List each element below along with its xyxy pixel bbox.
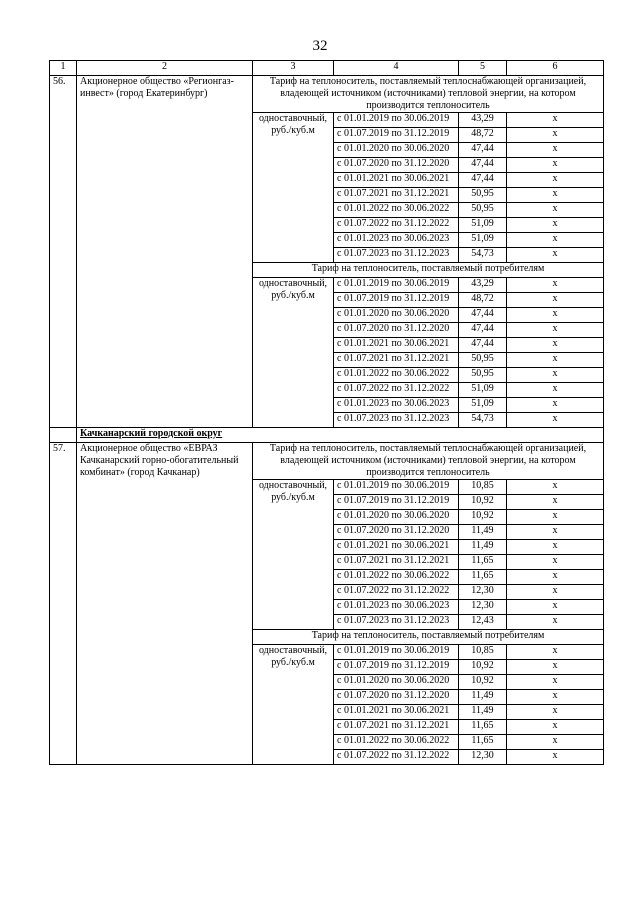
- period-cell: с 01.07.2022 по 31.12.2022: [334, 383, 459, 398]
- tariff-value: 10,92: [459, 660, 507, 675]
- x-mark: х: [507, 338, 604, 353]
- x-mark: х: [507, 113, 604, 128]
- tariff-value: 11,65: [459, 570, 507, 585]
- x-mark: х: [507, 570, 604, 585]
- period-cell: с 01.01.2019 по 30.06.2019: [334, 278, 459, 293]
- period-cell: с 01.07.2019 по 31.12.2019: [334, 293, 459, 308]
- district-name: Качканарский городской округ: [77, 428, 604, 443]
- tariff-value: 50,95: [459, 203, 507, 218]
- period-cell: с 01.07.2020 по 31.12.2020: [334, 158, 459, 173]
- district-spacer: [50, 428, 77, 443]
- tariff-title-supplier: Тариф на теплоноситель, поставляемый теплоснабжающей организацией, владеющей источником (источниками) тепловой энергии, на котором производится теплоноситель: [253, 443, 604, 480]
- period-cell: с 01.01.2019 по 30.06.2019: [334, 645, 459, 660]
- x-mark: х: [507, 203, 604, 218]
- tariff-value: 10,85: [459, 645, 507, 660]
- x-mark: х: [507, 750, 604, 765]
- period-cell: с 01.07.2019 по 31.12.2019: [334, 128, 459, 143]
- period-cell: с 01.07.2023 по 31.12.2023: [334, 248, 459, 263]
- period-cell: с 01.01.2022 по 30.06.2022: [334, 203, 459, 218]
- x-mark: х: [507, 675, 604, 690]
- column-header-row: [50, 61, 604, 76]
- period-cell: с 01.01.2022 по 30.06.2022: [334, 570, 459, 585]
- period-cell: с 01.01.2019 по 30.06.2019: [334, 113, 459, 128]
- organization-name: Акционерное общество «Регионгаз-инвест» (город Екатеринбург): [77, 76, 253, 428]
- unit-label: одноставочный, руб./куб.м: [253, 645, 334, 765]
- tariff-value: 50,95: [459, 353, 507, 368]
- period-cell: с 01.01.2021 по 30.06.2021: [334, 338, 459, 353]
- x-mark: х: [507, 143, 604, 158]
- period-cell: с 01.01.2021 по 30.06.2021: [334, 705, 459, 720]
- x-mark: х: [507, 173, 604, 188]
- x-mark: х: [507, 188, 604, 203]
- period-cell: с 01.07.2020 по 31.12.2020: [334, 690, 459, 705]
- tariff-value: 51,09: [459, 233, 507, 248]
- x-mark: х: [507, 525, 604, 540]
- column-header: 2: [77, 61, 253, 76]
- x-mark: х: [507, 540, 604, 555]
- tariff-value: 50,95: [459, 368, 507, 383]
- x-mark: х: [507, 690, 604, 705]
- tariff-title-consumer: Тариф на теплоноситель, поставляемый потребителям: [253, 263, 604, 278]
- tariff-value: 51,09: [459, 383, 507, 398]
- period-cell: с 01.07.2022 по 31.12.2022: [334, 585, 459, 600]
- x-mark: х: [507, 645, 604, 660]
- tariff-title-supplier: Тариф на теплоноситель, поставляемый теплоснабжающей организацией, владеющей источником (источниками) тепловой энергии, на котором производится теплоноситель: [253, 76, 604, 113]
- period-cell: с 01.01.2020 по 30.06.2020: [334, 510, 459, 525]
- tariff-value: 43,29: [459, 113, 507, 128]
- unit-label: одноставочный, руб./куб.м: [253, 113, 334, 263]
- x-mark: х: [507, 510, 604, 525]
- tariff-value: 48,72: [459, 293, 507, 308]
- tariff-value: 47,44: [459, 338, 507, 353]
- x-mark: х: [507, 158, 604, 173]
- tariff-value: 54,73: [459, 413, 507, 428]
- tariff-value: 43,29: [459, 278, 507, 293]
- period-cell: с 01.07.2022 по 31.12.2022: [334, 750, 459, 765]
- tariff-title-row: [50, 76, 604, 113]
- x-mark: х: [507, 495, 604, 510]
- column-header: 5: [459, 61, 507, 76]
- period-cell: с 01.07.2021 по 31.12.2021: [334, 353, 459, 368]
- x-mark: х: [507, 735, 604, 750]
- period-cell: с 01.01.2021 по 30.06.2021: [334, 540, 459, 555]
- tariff-value: 11,49: [459, 705, 507, 720]
- x-mark: х: [507, 308, 604, 323]
- period-cell: с 01.07.2022 по 31.12.2022: [334, 218, 459, 233]
- tariff-title-row: [50, 443, 604, 480]
- x-mark: х: [507, 480, 604, 495]
- tariff-value: 11,49: [459, 690, 507, 705]
- tariff-value: 47,44: [459, 308, 507, 323]
- period-cell: с 01.07.2019 по 31.12.2019: [334, 660, 459, 675]
- tariff-value: 50,95: [459, 188, 507, 203]
- period-cell: с 01.07.2023 по 31.12.2023: [334, 615, 459, 630]
- tariff-value: 11,49: [459, 540, 507, 555]
- tariff-value: 54,73: [459, 248, 507, 263]
- tariff-value: 10,92: [459, 510, 507, 525]
- period-cell: с 01.01.2022 по 30.06.2022: [334, 368, 459, 383]
- column-header: 4: [334, 61, 459, 76]
- period-cell: с 01.01.2020 по 30.06.2020: [334, 143, 459, 158]
- x-mark: х: [507, 128, 604, 143]
- tariff-value: 47,44: [459, 158, 507, 173]
- tariff-value: 47,44: [459, 173, 507, 188]
- tariff-value: 12,30: [459, 585, 507, 600]
- x-mark: х: [507, 278, 604, 293]
- tariff-table: [49, 60, 604, 765]
- tariff-value: 11,65: [459, 735, 507, 750]
- period-cell: с 01.01.2021 по 30.06.2021: [334, 173, 459, 188]
- period-cell: с 01.07.2020 по 31.12.2020: [334, 323, 459, 338]
- x-mark: х: [507, 368, 604, 383]
- period-cell: с 01.07.2020 по 31.12.2020: [334, 525, 459, 540]
- tariff-value: 10,92: [459, 495, 507, 510]
- tariff-value: 12,30: [459, 750, 507, 765]
- x-mark: х: [507, 383, 604, 398]
- tariff-value: 12,30: [459, 600, 507, 615]
- x-mark: х: [507, 600, 604, 615]
- column-header: 3: [253, 61, 334, 76]
- entry-number: 56.: [50, 76, 77, 428]
- tariff-value: 11,65: [459, 555, 507, 570]
- tariff-value: 10,92: [459, 675, 507, 690]
- period-cell: с 01.07.2021 по 31.12.2021: [334, 555, 459, 570]
- period-cell: с 01.01.2023 по 30.06.2023: [334, 600, 459, 615]
- period-cell: с 01.07.2021 по 31.12.2021: [334, 188, 459, 203]
- period-cell: с 01.07.2023 по 31.12.2023: [334, 413, 459, 428]
- x-mark: х: [507, 398, 604, 413]
- period-cell: с 01.01.2023 по 30.06.2023: [334, 233, 459, 248]
- x-mark: х: [507, 248, 604, 263]
- tariff-value: 12,43: [459, 615, 507, 630]
- organization-name: Акционерное общество «ЕВРАЗ Качканарский горно-обогатительный комбинат» (город Качканар): [77, 443, 253, 765]
- tariff-title-consumer: Тариф на теплоноситель, поставляемый потребителям: [253, 630, 604, 645]
- tariff-value: 47,44: [459, 143, 507, 158]
- x-mark: х: [507, 585, 604, 600]
- x-mark: х: [507, 660, 604, 675]
- period-cell: с 01.07.2021 по 31.12.2021: [334, 720, 459, 735]
- period-cell: с 01.01.2022 по 30.06.2022: [334, 735, 459, 750]
- tariff-value: 51,09: [459, 398, 507, 413]
- period-cell: с 01.01.2020 по 30.06.2020: [334, 308, 459, 323]
- x-mark: х: [507, 615, 604, 630]
- unit-label: одноставочный, руб./куб.м: [253, 480, 334, 630]
- period-cell: с 01.01.2023 по 30.06.2023: [334, 398, 459, 413]
- x-mark: х: [507, 233, 604, 248]
- tariff-value: 51,09: [459, 218, 507, 233]
- entry-number: 57.: [50, 443, 77, 765]
- x-mark: х: [507, 218, 604, 233]
- period-cell: с 01.01.2020 по 30.06.2020: [334, 675, 459, 690]
- x-mark: х: [507, 720, 604, 735]
- tariff-value: 11,65: [459, 720, 507, 735]
- x-mark: х: [507, 705, 604, 720]
- x-mark: х: [507, 555, 604, 570]
- period-cell: с 01.01.2019 по 30.06.2019: [334, 480, 459, 495]
- x-mark: х: [507, 353, 604, 368]
- page-number: 32: [312, 38, 328, 54]
- column-header: 1: [50, 61, 77, 76]
- x-mark: х: [507, 293, 604, 308]
- tariff-value: 48,72: [459, 128, 507, 143]
- x-mark: х: [507, 413, 604, 428]
- tariff-value: 10,85: [459, 480, 507, 495]
- column-header: 6: [507, 61, 604, 76]
- x-mark: х: [507, 323, 604, 338]
- period-cell: с 01.07.2019 по 31.12.2019: [334, 495, 459, 510]
- tariff-value: 11,49: [459, 525, 507, 540]
- unit-label: одноставочный, руб./куб.м: [253, 278, 334, 428]
- district-row: [50, 428, 604, 443]
- tariff-value: 47,44: [459, 323, 507, 338]
